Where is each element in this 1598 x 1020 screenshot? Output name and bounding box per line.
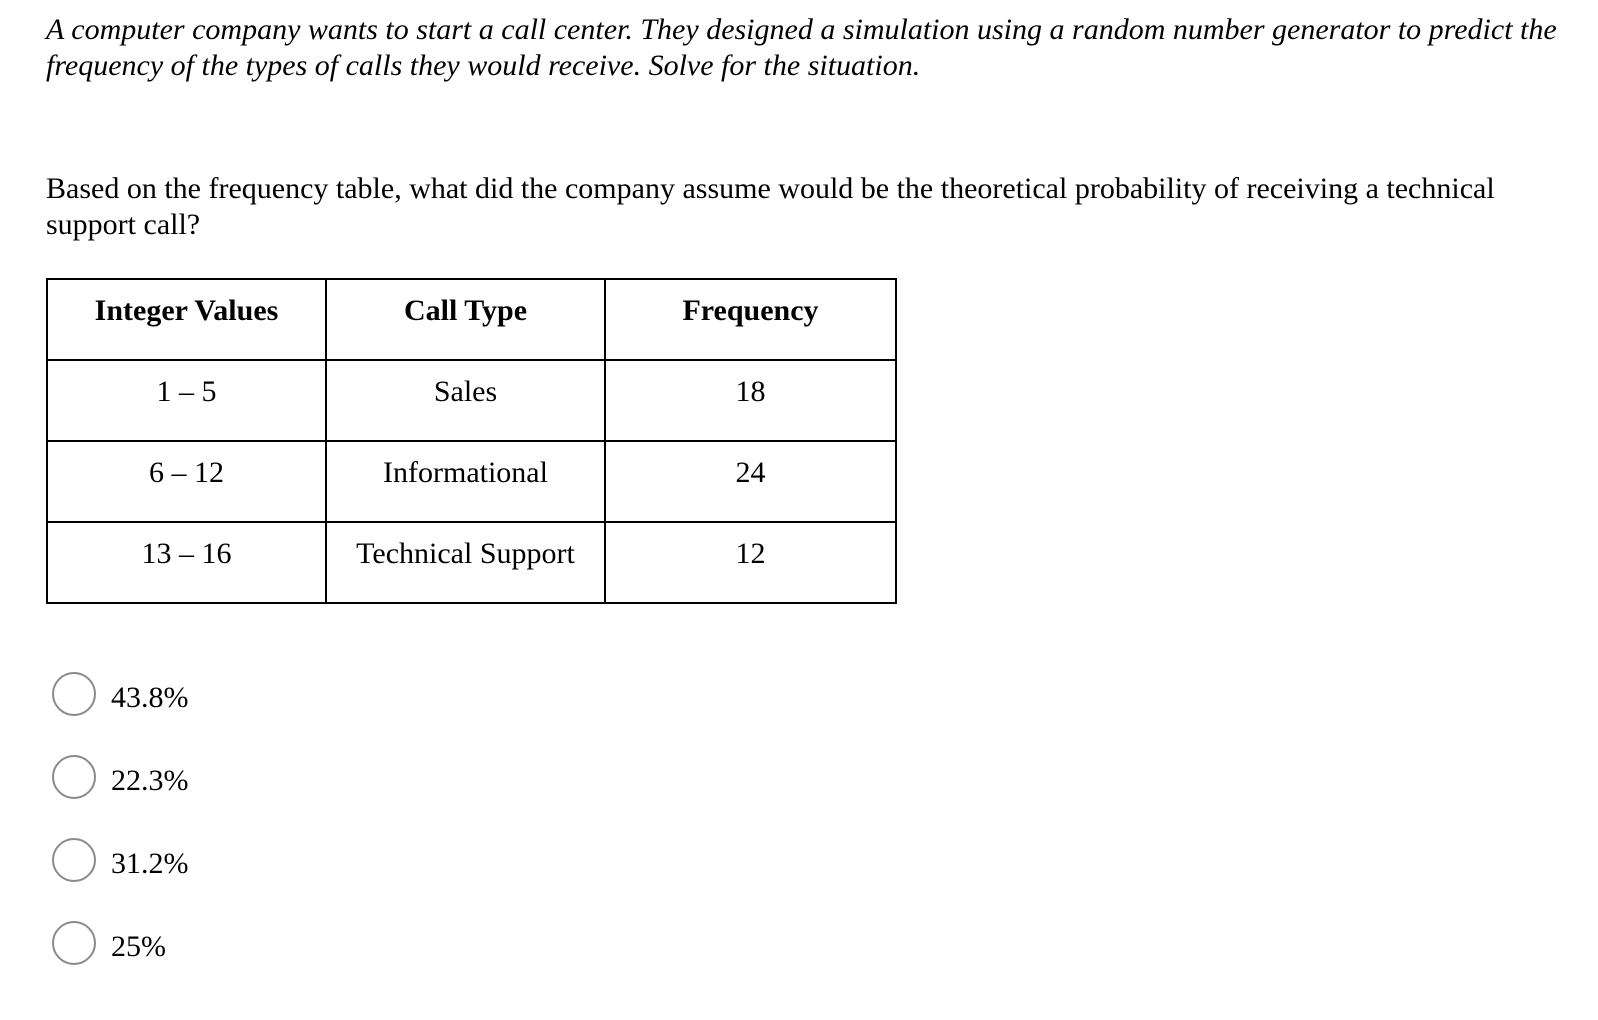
radio-button[interactable] xyxy=(52,838,96,882)
radio-button[interactable] xyxy=(52,755,96,799)
cell-call-type: Informational xyxy=(326,441,605,522)
answer-option-label[interactable]: 25% xyxy=(111,930,166,963)
table-row xyxy=(47,360,896,441)
answer-option-label[interactable]: 31.2% xyxy=(111,847,189,880)
cell-integer-values: 6 – 12 xyxy=(47,441,326,522)
answer-option-3[interactable] xyxy=(52,835,189,885)
cell-integer-values: 1 – 5 xyxy=(47,360,326,441)
table-row xyxy=(47,522,896,603)
answer-option-4[interactable] xyxy=(52,918,189,968)
header-call-type: Call Type xyxy=(326,279,605,360)
cell-frequency: 12 xyxy=(605,522,896,603)
header-frequency: Frequency xyxy=(605,279,896,360)
answer-option-label[interactable]: 43.8% xyxy=(111,681,189,714)
cell-frequency: 18 xyxy=(605,360,896,441)
question-text: Based on the frequency table, what did the company assume would be the theoretical probability of receiving a technical support call? xyxy=(46,172,1495,241)
radio-button[interactable] xyxy=(52,921,96,965)
cell-integer-values: 13 – 16 xyxy=(47,522,326,603)
answer-option-label[interactable]: 22.3% xyxy=(111,764,189,797)
cell-call-type: Sales xyxy=(326,360,605,441)
answer-option-1[interactable] xyxy=(52,669,189,719)
table-header-row xyxy=(47,279,896,360)
frequency-table xyxy=(46,278,897,604)
table-row xyxy=(47,441,896,522)
cell-frequency: 24 xyxy=(605,441,896,522)
radio-button[interactable] xyxy=(52,672,96,716)
answer-options xyxy=(52,669,189,1001)
header-integer-values: Integer Values xyxy=(47,279,326,360)
cell-call-type: Technical Support xyxy=(326,522,605,603)
answer-option-2[interactable] xyxy=(52,752,189,802)
problem-intro: A computer company wants to start a call center. They designed a simulation using a random number generator to predict the frequency of the types of calls they would receive. Solve for the situation. xyxy=(46,13,1557,82)
